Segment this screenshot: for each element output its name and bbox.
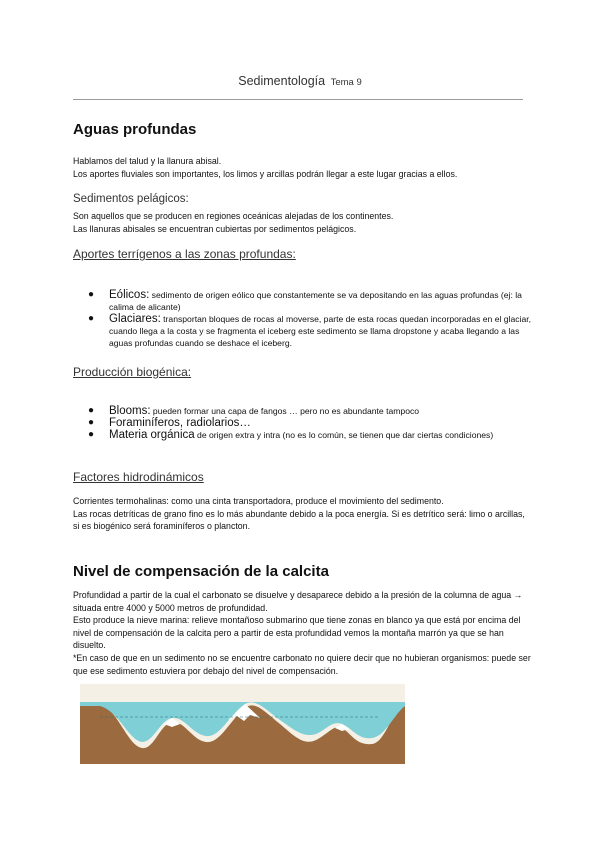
aportes-heading: Aportes terrígenos a las zonas profundas: xyxy=(73,247,296,261)
pelagicos-line-2: Las llanuras abisales se encuentran cubiertas por sedimentos pelágicos. xyxy=(73,223,357,234)
list-item: ● Eólicos: sedimento de origen eólico que constantemente se va depositando en las aguas profundas (ej: la calima de alicante) xyxy=(88,289,522,312)
biogenica-list xyxy=(73,405,533,441)
factores-heading: Factores hidrodinámicos xyxy=(73,470,204,484)
pelagicos-body xyxy=(73,210,533,235)
biogenica-section xyxy=(73,365,533,379)
nivel-p2: Esto produce la nieve marina: relieve montañoso submarino que tiene zonas en blanco ya que está por encima del nivel de compensación de la calcita pero a partir de esta profundidad vemos la montaña marrón ya que se han disuelto. xyxy=(73,615,521,651)
nivel-body xyxy=(73,589,533,677)
list-item: ● Blooms: pueden formar una capa de fangos … pero no es abundante tampoco xyxy=(88,405,420,417)
factores-line-1: Corrientes termohalinas: como una cinta transportadora, produce el movimiento del sedimento. xyxy=(73,496,444,506)
nivel-title: Nivel de compensación de la calcita xyxy=(73,563,329,580)
pelagicos-heading: Sedimentos pelágicos: xyxy=(73,193,189,205)
nivel-p3: *En caso de que en un sedimento no se encuentre carbonato no quiere decir que no hubieran organismos: puede ser que ese sedimento estuviera por debajo del nivel de compensación. xyxy=(73,652,531,676)
factores-line-2: Las rocas detríticas de grano fino es lo más abundante debido a la poca energía. Si es detrítico será: limo o arcillas, si es biogénico será foraminíferos o plancton. xyxy=(73,508,525,532)
header-subtitle: Tema 9 xyxy=(330,77,362,88)
aguas-intro-1: Hablamos del talud y la llanura abisal. xyxy=(73,156,222,166)
bullet-icon: ● xyxy=(88,429,95,440)
bullet-icon: ● xyxy=(88,289,95,300)
nivel-p1: Profundidad a partir de la cual el carbonato se disuelve y desaparece debido a la presión de la columna de agua → situada entre 4000 y 5000 metros de profundidad. xyxy=(73,590,523,613)
pelagicos-section xyxy=(73,193,533,205)
header-divider xyxy=(73,99,523,100)
aportes-section xyxy=(73,247,533,261)
aguas-section xyxy=(73,121,533,138)
page-header xyxy=(0,74,600,88)
aportes-list xyxy=(73,289,533,349)
aguas-intro xyxy=(73,155,533,180)
header-title: Sedimentología xyxy=(238,74,326,88)
pelagicos-line-1: Son aquellos que se producen en regiones oceánicas alejadas de los continentes. xyxy=(73,211,394,221)
list-item: ● Foraminíferos, radiolarios… xyxy=(88,417,251,429)
list-item: ● Glaciares: transportan bloques de rocas al moverse, parte de esta rocas quedan incorporadas en el glaciar, cuando llega a la costa y se fragmenta el iceberg este sedimento se llama dropstone y acaba llegando a las aguas profundas cuando se deshace el iceberg. xyxy=(88,313,532,348)
bullet-icon: ● xyxy=(88,405,95,416)
factores-body xyxy=(73,495,533,533)
calcite-compensation-diagram xyxy=(80,684,405,764)
biogenica-heading: Producción biogénica: xyxy=(73,365,192,379)
factores-section xyxy=(73,470,533,484)
bullet-icon: ● xyxy=(88,313,95,324)
nivel-section xyxy=(73,563,533,580)
bullet-icon: ● xyxy=(88,417,95,428)
aguas-title: Aguas profundas xyxy=(73,121,197,138)
list-item: ● Materia orgánica de origen extra y intra (no es lo común, se tienen que dar ciertas condiciones) xyxy=(88,429,494,441)
aguas-intro-2: Los aportes fluviales son importantes, los limos y arcillas podrán llegar a este lugar gracias a ellos. xyxy=(73,168,458,179)
